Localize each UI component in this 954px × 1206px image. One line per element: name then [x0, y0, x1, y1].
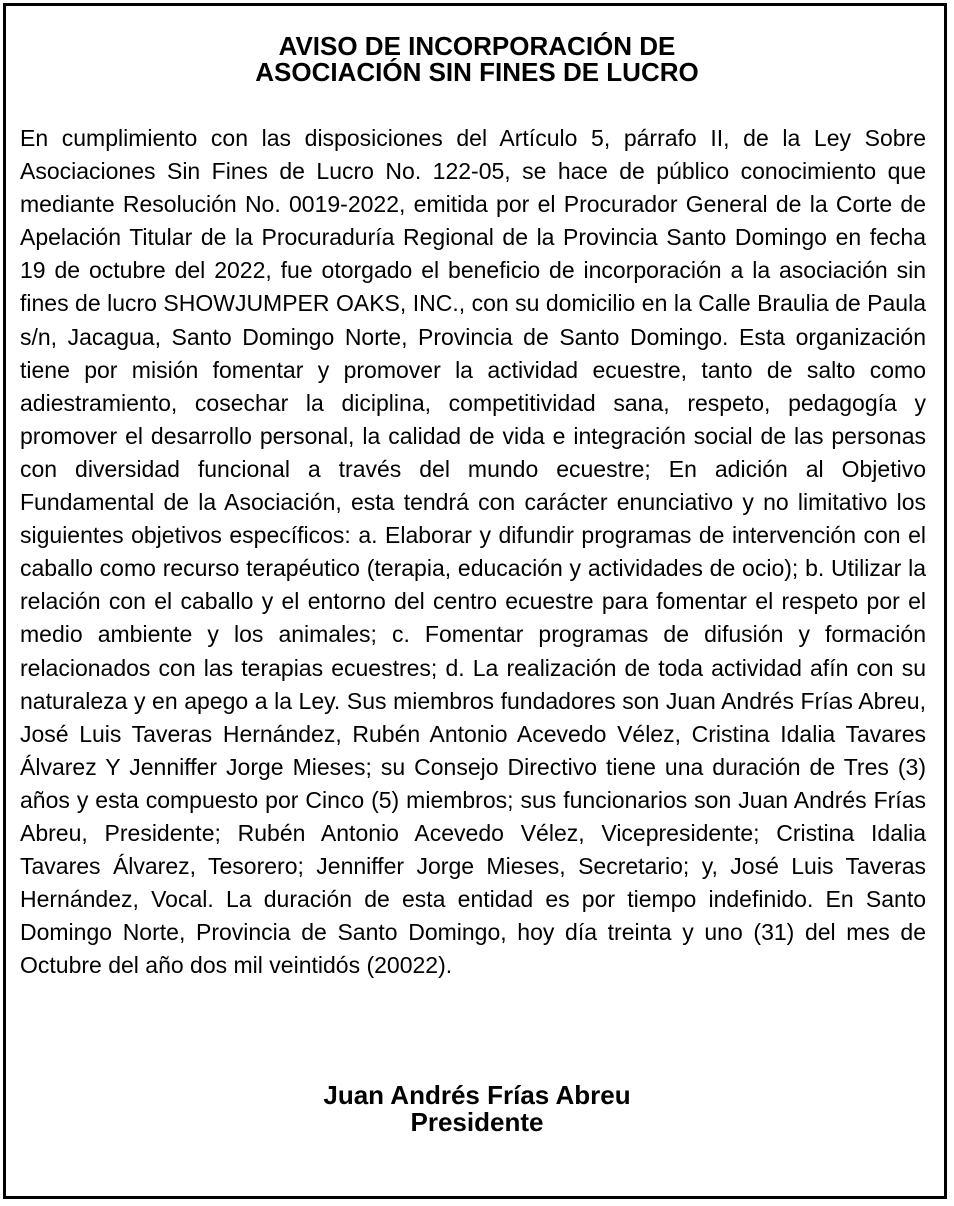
notice-title-line-1: AVISO DE INCORPORACIÓN DE [278, 31, 676, 61]
signature-name: Juan Andrés Frías Abreu [323, 1080, 631, 1110]
signature-role: Presidente [410, 1107, 544, 1137]
notice-title-line-2: ASOCIACIÓN SIN FINES DE LUCRO [255, 57, 699, 87]
signature-block [0, 1082, 954, 1136]
notice-title [0, 33, 954, 85]
notice-body: En cumplimiento con las disposiciones del Artículo 5, párrafo II, de la Ley Sobre Asociaciones Sin Fines de Lucro No. 122-05, se hace de público conocimiento que mediante Resolución No. 0019-2022, emitida por el Procurador General de la Corte de Apelación Titular de la Procuraduría Regional de la Provincia Santo Domingo en fecha 19 de octubre del 2022, fue otorgado el beneficio de incorporación a la asociación sin fines de lucro SHOWJUMPER OAKS, INC., con su domicilio en la Calle Braulia de Paula s/n, Jacagua, Santo Domingo Norte, Provincia de Santo Domingo. Esta organización tiene por misión fomentar y promover la actividad ecuestre, tanto de salto como adiestramiento, cosechar la diciplina, competitividad sana, respeto, pedagogía y promover el desarrollo personal, la calidad de vida e integración social de las personas con diversidad funcional a través del mundo ecuestre; En adición al Objetivo Fundamental de la Asociación, esta tendrá con carácter enunciativo y no limitativo los siguientes objetivos específicos: a. Elaborar y difundir programas de intervención con el caballo como recurso terapéutico (terapia, educación y actividades de ocio); b. Utilizar la relación con el caballo y el entorno del centro ecuestre para fomentar el respeto por el medio ambiente y los animales; c. Fomentar programas de difusión y formación relacionados con las terapias ecuestres; d. La realización de toda actividad afín con su naturaleza y en apego a la Ley. Sus miembros fundadores son Juan Andrés Frías Abreu, José Luis Taveras Hernández, Rubén Antonio Acevedo Vélez, Cristina Idalia Tavares Álvarez Y Jenniffer Jorge Mieses; su Consejo Directivo tiene una duración de Tres (3) años y esta compuesto por Cinco (5) miembros; sus funcionarios son Juan Andrés Frías Abreu, Presidente; Rubén Antonio Acevedo Vélez, Vicepresidente; Cristina Idalia Tavares Álvarez, Tesorero; Jenniffer Jorge Mieses, Secretario; y, José Luis Taveras Hernández, Vocal. La duración de esta entidad es por tiempo indefinido. En Santo Domingo Norte, Provincia de Santo Domingo, hoy día treinta y uno (31) del mes de Octubre del año dos mil veintidós (20022). [20, 125, 926, 979]
